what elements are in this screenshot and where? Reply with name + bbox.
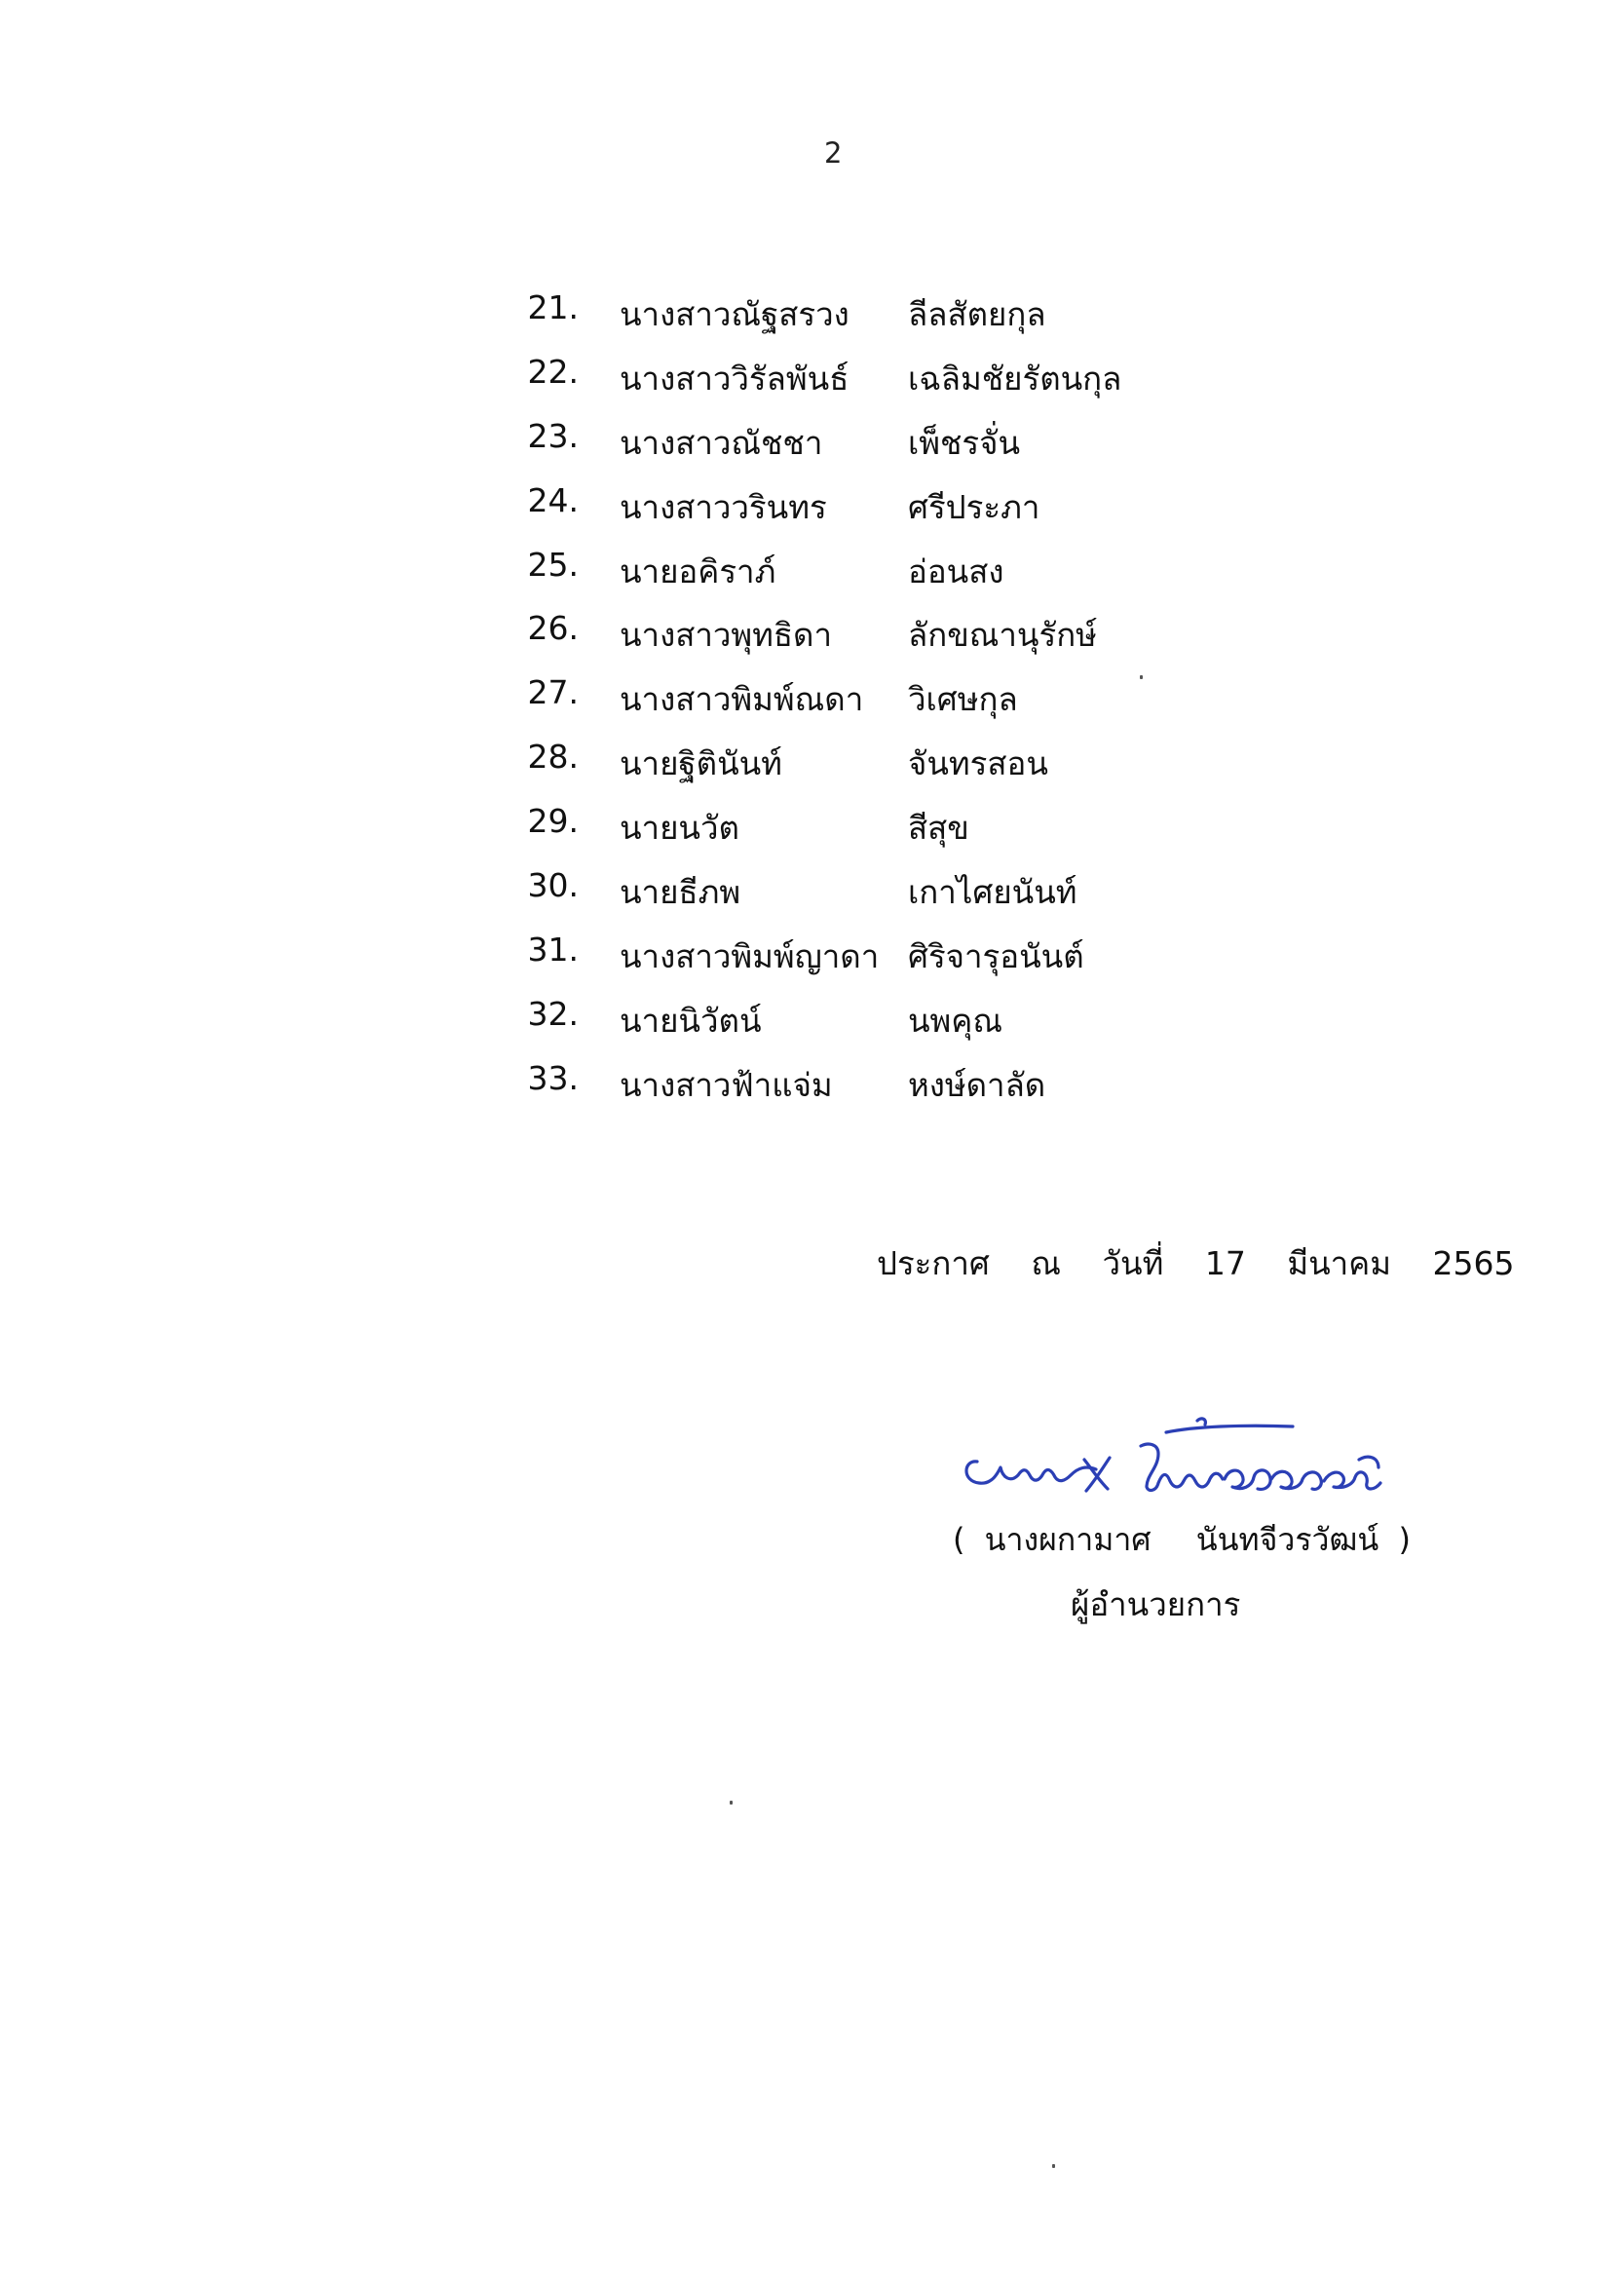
item-number: 32. — [527, 994, 579, 1033]
signer-position: ผู้อำนวยการ — [1071, 1585, 1241, 1623]
surname: ลักขณานุรักษ์ — [908, 616, 1097, 655]
given-name: นายอคิราภ์ — [620, 551, 776, 590]
item-number: 23. — [527, 416, 579, 455]
given-name: นางสาวพุทธิดา — [620, 616, 833, 655]
announce-label: ประกาศ — [877, 1244, 990, 1282]
list-item — [0, 609, 1624, 673]
item-number: 31. — [527, 930, 579, 969]
signer-surname: นันทจีวรวัฒน์ — [1195, 1521, 1379, 1558]
item-number: 33. — [527, 1058, 579, 1097]
list-item — [0, 673, 1624, 738]
list-item — [0, 353, 1624, 417]
surname: เฉลิมชัยรัตนกุล — [908, 359, 1122, 398]
page-number: 2 — [824, 136, 843, 170]
handwritten-signature — [950, 1411, 1437, 1518]
year-value: 2565 — [1432, 1244, 1515, 1282]
given-name: นางสาวณัฐสรวง — [620, 295, 850, 333]
item-number: 21. — [527, 288, 579, 326]
surname: เกาไศยนันท์ — [908, 873, 1077, 912]
surname: หงษ์ดาลัด — [908, 1065, 1046, 1104]
list-item — [0, 1059, 1624, 1123]
list-item — [0, 288, 1624, 353]
list-item — [0, 738, 1624, 802]
surname: อ่อนสง — [908, 551, 1004, 590]
given-name: นางสาววรินทร — [620, 487, 827, 526]
list-item — [0, 802, 1624, 866]
given-name: นางสาวพิมพ์ณดา — [620, 680, 864, 719]
given-name: นางสาววิรัลพันธ์ — [620, 359, 850, 398]
surname: วิเศษกุล — [908, 680, 1018, 719]
surname: เพ็ชรจั่น — [908, 423, 1021, 462]
item-number: 26. — [527, 609, 579, 648]
item-number: 25. — [527, 545, 579, 584]
given-name: นายนิวัตน์ — [620, 1001, 762, 1040]
given-name: นายนวัต — [620, 809, 739, 848]
scan-speck — [730, 1801, 733, 1805]
scan-speck — [1052, 2164, 1055, 2168]
close-paren: ) — [1398, 1521, 1411, 1558]
month-value: มีนาคม — [1287, 1244, 1391, 1282]
item-number: 24. — [527, 480, 579, 519]
item-number: 27. — [527, 673, 579, 712]
list-item — [0, 417, 1624, 481]
surname: ศรีประภา — [908, 487, 1040, 526]
announce-at: ณ — [1031, 1244, 1061, 1282]
given-name: นางสาวณัชชา — [620, 423, 823, 462]
item-number: 22. — [527, 352, 579, 391]
surname: จันทรสอน — [908, 744, 1048, 783]
signer-name — [953, 1515, 1420, 1565]
given-name: นายธีภพ — [620, 873, 741, 912]
given-name: นางสาวพิมพ์ญาดา — [620, 936, 880, 975]
day-label: วันที่ — [1102, 1244, 1164, 1282]
list-item — [0, 546, 1624, 610]
scan-speck — [1140, 675, 1143, 679]
list-item — [0, 931, 1624, 995]
item-number: 29. — [527, 802, 579, 841]
list-item — [0, 995, 1624, 1059]
open-paren: ( — [953, 1521, 965, 1558]
signer-given-name: นางผกามาศ — [984, 1521, 1152, 1558]
item-number: 28. — [527, 738, 579, 777]
surname: นพคุณ — [908, 1001, 1003, 1040]
list-item — [0, 866, 1624, 931]
given-name: นางสาวฟ้าแจ่ม — [620, 1065, 833, 1104]
name-list — [0, 288, 1624, 1123]
surname: ศิริจารุอนันต์ — [908, 936, 1084, 975]
surname: ลีลสัตยกุล — [908, 295, 1046, 333]
surname: สีสุข — [908, 809, 969, 848]
item-number: 30. — [527, 866, 579, 905]
day-value: 17 — [1204, 1244, 1246, 1282]
announcement-date-line — [877, 1237, 1514, 1289]
given-name: นายฐิตินันท์ — [620, 744, 782, 783]
list-item — [0, 481, 1624, 546]
